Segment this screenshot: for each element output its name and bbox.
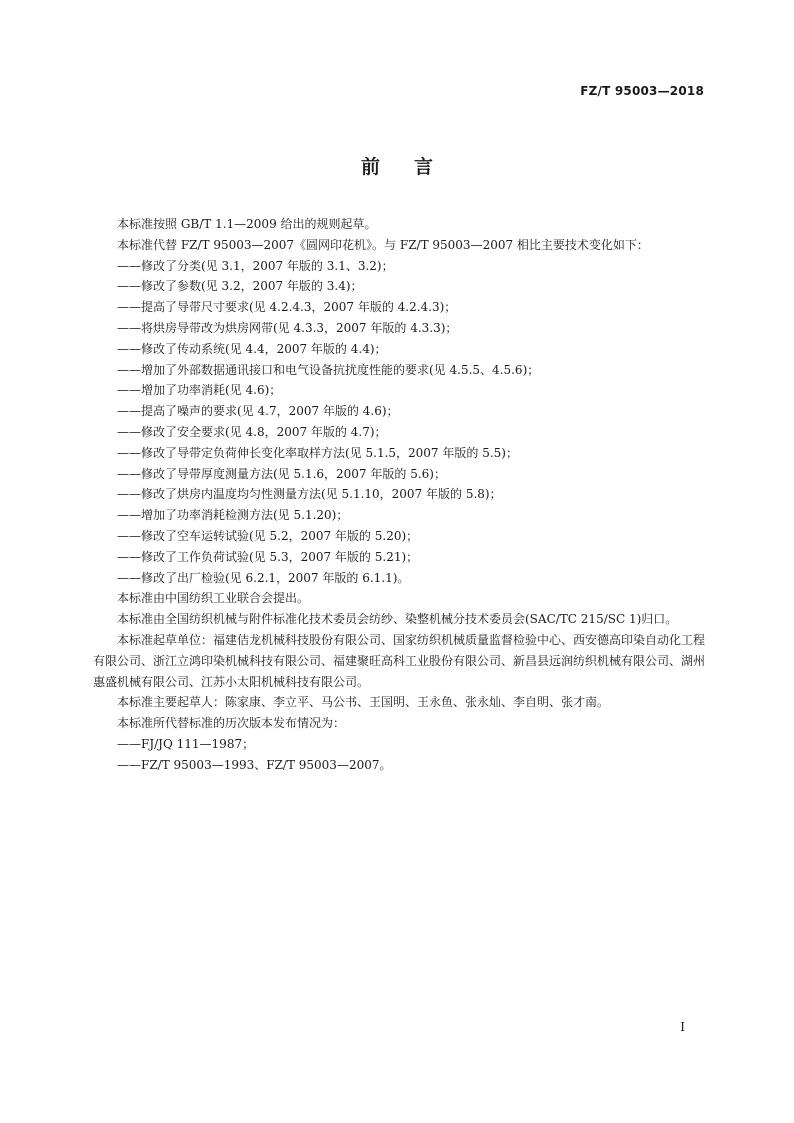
list-item: ——增加了功率消耗检测方法(见 5.1.20)； — [117, 508, 349, 523]
page-title: 前言 — [360, 156, 467, 178]
paragraph-drafting-rules: 本标准按照 GB/T 1.1—2009 给出的规则起草。 — [117, 217, 377, 231]
list-item: ——修改了工作负荷试验(见 5.3，2007 年版的 5.21)； — [117, 549, 419, 564]
list-item: ——修改了分类(见 3.1，2007 年版的 3.1、3.2)； — [117, 258, 394, 273]
list-item: ——修改了参数(见 3.2，2007 年版的 3.4)； — [117, 279, 363, 294]
list-item: ——修改了出厂检验(见 6.2.1，2007 年版的 6.1.1)。 — [117, 570, 410, 585]
list-item: ——提高了噪声的要求(见 4.7，2007 年版的 4.6)； — [117, 404, 399, 419]
list-item: ——FJ/JQ 111—1987； — [117, 736, 255, 751]
paragraph-drafting-units: 本标准起草单位：福建佶龙机械科技股份有限公司、国家纺织机械质量监督检验中心、西安德高印染自动化工程有限公司、浙江立鸿印染机械科技有限公司、福建聚旺高科工业股份有限公司、新昌县远润纺织机械有限公司、湖州惠盛机械有限公司、江苏小太阳机械科技有限公司。 — [93, 632, 706, 689]
list-item: ——修改了空车运转试验(见 5.2，2007 年版的 5.20)； — [117, 528, 419, 543]
list-item: ——修改了导带厚度测量方法(见 5.1.6，2007 年版的 5.6)； — [117, 466, 446, 481]
list-item: ——提高了导带尺寸要求(见 4.2.4.3，2007 年版的 4.2.4.3)； — [117, 300, 457, 315]
list-item: ——修改了传动系统(见 4.4，2007 年版的 4.4)； — [117, 341, 387, 356]
list-item: ——增加了外部数据通讯接口和电气设备抗扰度性能的要求(见 4.5.5、4.5.6)； — [117, 362, 540, 377]
paragraph-proposed-by: 本标准由中国纺织工业联合会提出。 — [117, 591, 310, 606]
paragraph-history-intro: 本标准所代替标准的历次版本发布情况为： — [117, 716, 346, 731]
paragraph-drafters: 本标准主要起草人：陈家康、李立平、马公书、王国明、王永鱼、张永灿、李自明、张才南。 — [117, 695, 610, 710]
document-body — [93, 214, 707, 776]
list-item: ——修改了安全要求(见 4.8，2007 年版的 4.7)； — [117, 424, 387, 439]
standard-code: FZ/T 95003—2018 — [580, 84, 704, 98]
page-number: I — [680, 1020, 685, 1034]
list-item: ——修改了烘房内温度均匀性测量方法(见 5.1.10，2007 年版的 5.8)； — [117, 487, 502, 502]
list-item: ——修改了导带定负荷伸长变化率取样方法(见 5.1.5，2007 年版的 5.5)； — [117, 445, 518, 460]
list-item: ——将烘房导带改为烘房网带(见 4.3.3，2007 年版的 4.3.3)； — [117, 320, 458, 335]
paragraph-replaces: 本标准代替 FZ/T 95003—2007《圆网印花机》。与 FZ/T 95003—2007 相比主要技术变化如下： — [117, 237, 649, 252]
paragraph-under-jurisdiction: 本标准由全国纺织机械与附件标准化技术委员会纺纱、染整机械分技术委员会(SAC/TC 215/SC 1)归口。 — [117, 612, 678, 627]
list-item: ——增加了功率消耗(见 4.6)； — [117, 383, 282, 398]
list-item: ——FZ/T 95003—1993、FZ/T 95003—2007。 — [117, 757, 392, 772]
